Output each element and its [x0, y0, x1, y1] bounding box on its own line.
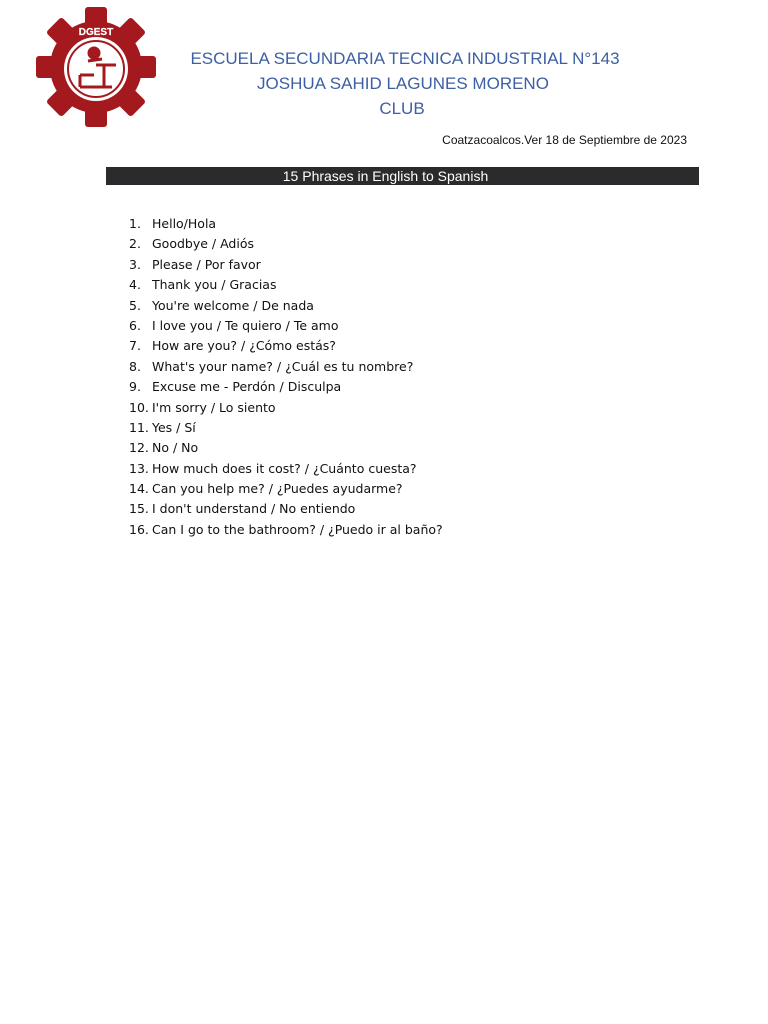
- list-item-text: Yes / Sí: [152, 419, 196, 435]
- document-date: Coatzacoalcos.Ver 18 de Septiembre de 2023: [442, 133, 687, 147]
- list-item-number: 13.: [129, 460, 149, 476]
- list-item: [129, 438, 443, 458]
- phrase-list: [129, 214, 443, 540]
- club-label: CLUB: [379, 99, 425, 118]
- list-item-number: 7.: [129, 338, 141, 354]
- list-item-text: What's your name? / ¿Cuál es tu nombre?: [152, 358, 414, 374]
- list-item: [129, 275, 443, 295]
- list-item-number: 14.: [129, 481, 149, 497]
- list-item: [129, 357, 443, 377]
- list-item-number: 6.: [129, 317, 141, 333]
- list-item-number: 12.: [129, 440, 149, 456]
- document-title: 15 Phrases in English to Spanish: [282, 168, 489, 184]
- list-item: [129, 479, 443, 499]
- school-name: ESCUELA SECUNDARIA TECNICA INDUSTRIAL N°143: [190, 49, 620, 68]
- list-item-text: How much does it cost? / ¿Cuánto cuesta?: [152, 460, 417, 476]
- list-item-number: 4.: [129, 277, 141, 293]
- list-item-text: Can you help me? / ¿Puedes ayudarme?: [152, 481, 403, 497]
- list-item-text: I don't understand / No entiendo: [152, 501, 356, 517]
- list-item-text: Goodbye / Adiós: [152, 236, 254, 252]
- list-item-text: I love you / Te quiero / Te amo: [152, 317, 339, 333]
- list-item-text: Can I go to the bathroom? / ¿Puedo ir al baño?: [152, 521, 443, 537]
- list-item: [129, 296, 443, 316]
- list-item-text: You're welcome / De nada: [152, 297, 314, 313]
- list-item: [129, 459, 443, 479]
- list-item-text: Thank you / Gracias: [152, 277, 277, 293]
- list-item-number: 10.: [129, 399, 149, 415]
- list-item-text: I'm sorry / Lo siento: [152, 399, 276, 415]
- list-item: [129, 499, 443, 519]
- list-item: [129, 214, 443, 234]
- list-item-text: Please / Por favor: [152, 256, 261, 272]
- list-item: [129, 336, 443, 356]
- logo-text: DGEST: [78, 27, 114, 38]
- list-item: [129, 398, 443, 418]
- list-item-text: Hello/Hola: [152, 216, 217, 231]
- list-item-number: 8.: [129, 358, 141, 374]
- list-item-number: 9.: [129, 379, 141, 395]
- list-item: [129, 520, 443, 540]
- list-item-number: 2.: [129, 236, 141, 252]
- list-item-number: 11.: [129, 419, 149, 435]
- title-bar: [106, 167, 699, 185]
- list-item-text: No / No: [152, 440, 199, 456]
- list-item-number: 16.: [129, 521, 149, 537]
- list-item-number: 1.: [129, 216, 141, 231]
- list-item-number: 3.: [129, 256, 141, 272]
- list-item: [129, 255, 443, 275]
- list-item-number: 15.: [129, 501, 149, 517]
- list-item-text: Excuse me - Perdón / Disculpa: [152, 379, 342, 395]
- list-item-text: How are you? / ¿Cómo estás?: [152, 338, 336, 354]
- student-name: JOSHUA SAHID LAGUNES MORENO: [257, 74, 549, 93]
- list-item: [129, 316, 443, 336]
- list-item: [129, 377, 443, 397]
- list-item: [129, 234, 443, 254]
- list-item: [129, 418, 443, 438]
- list-item-number: 5.: [129, 297, 141, 313]
